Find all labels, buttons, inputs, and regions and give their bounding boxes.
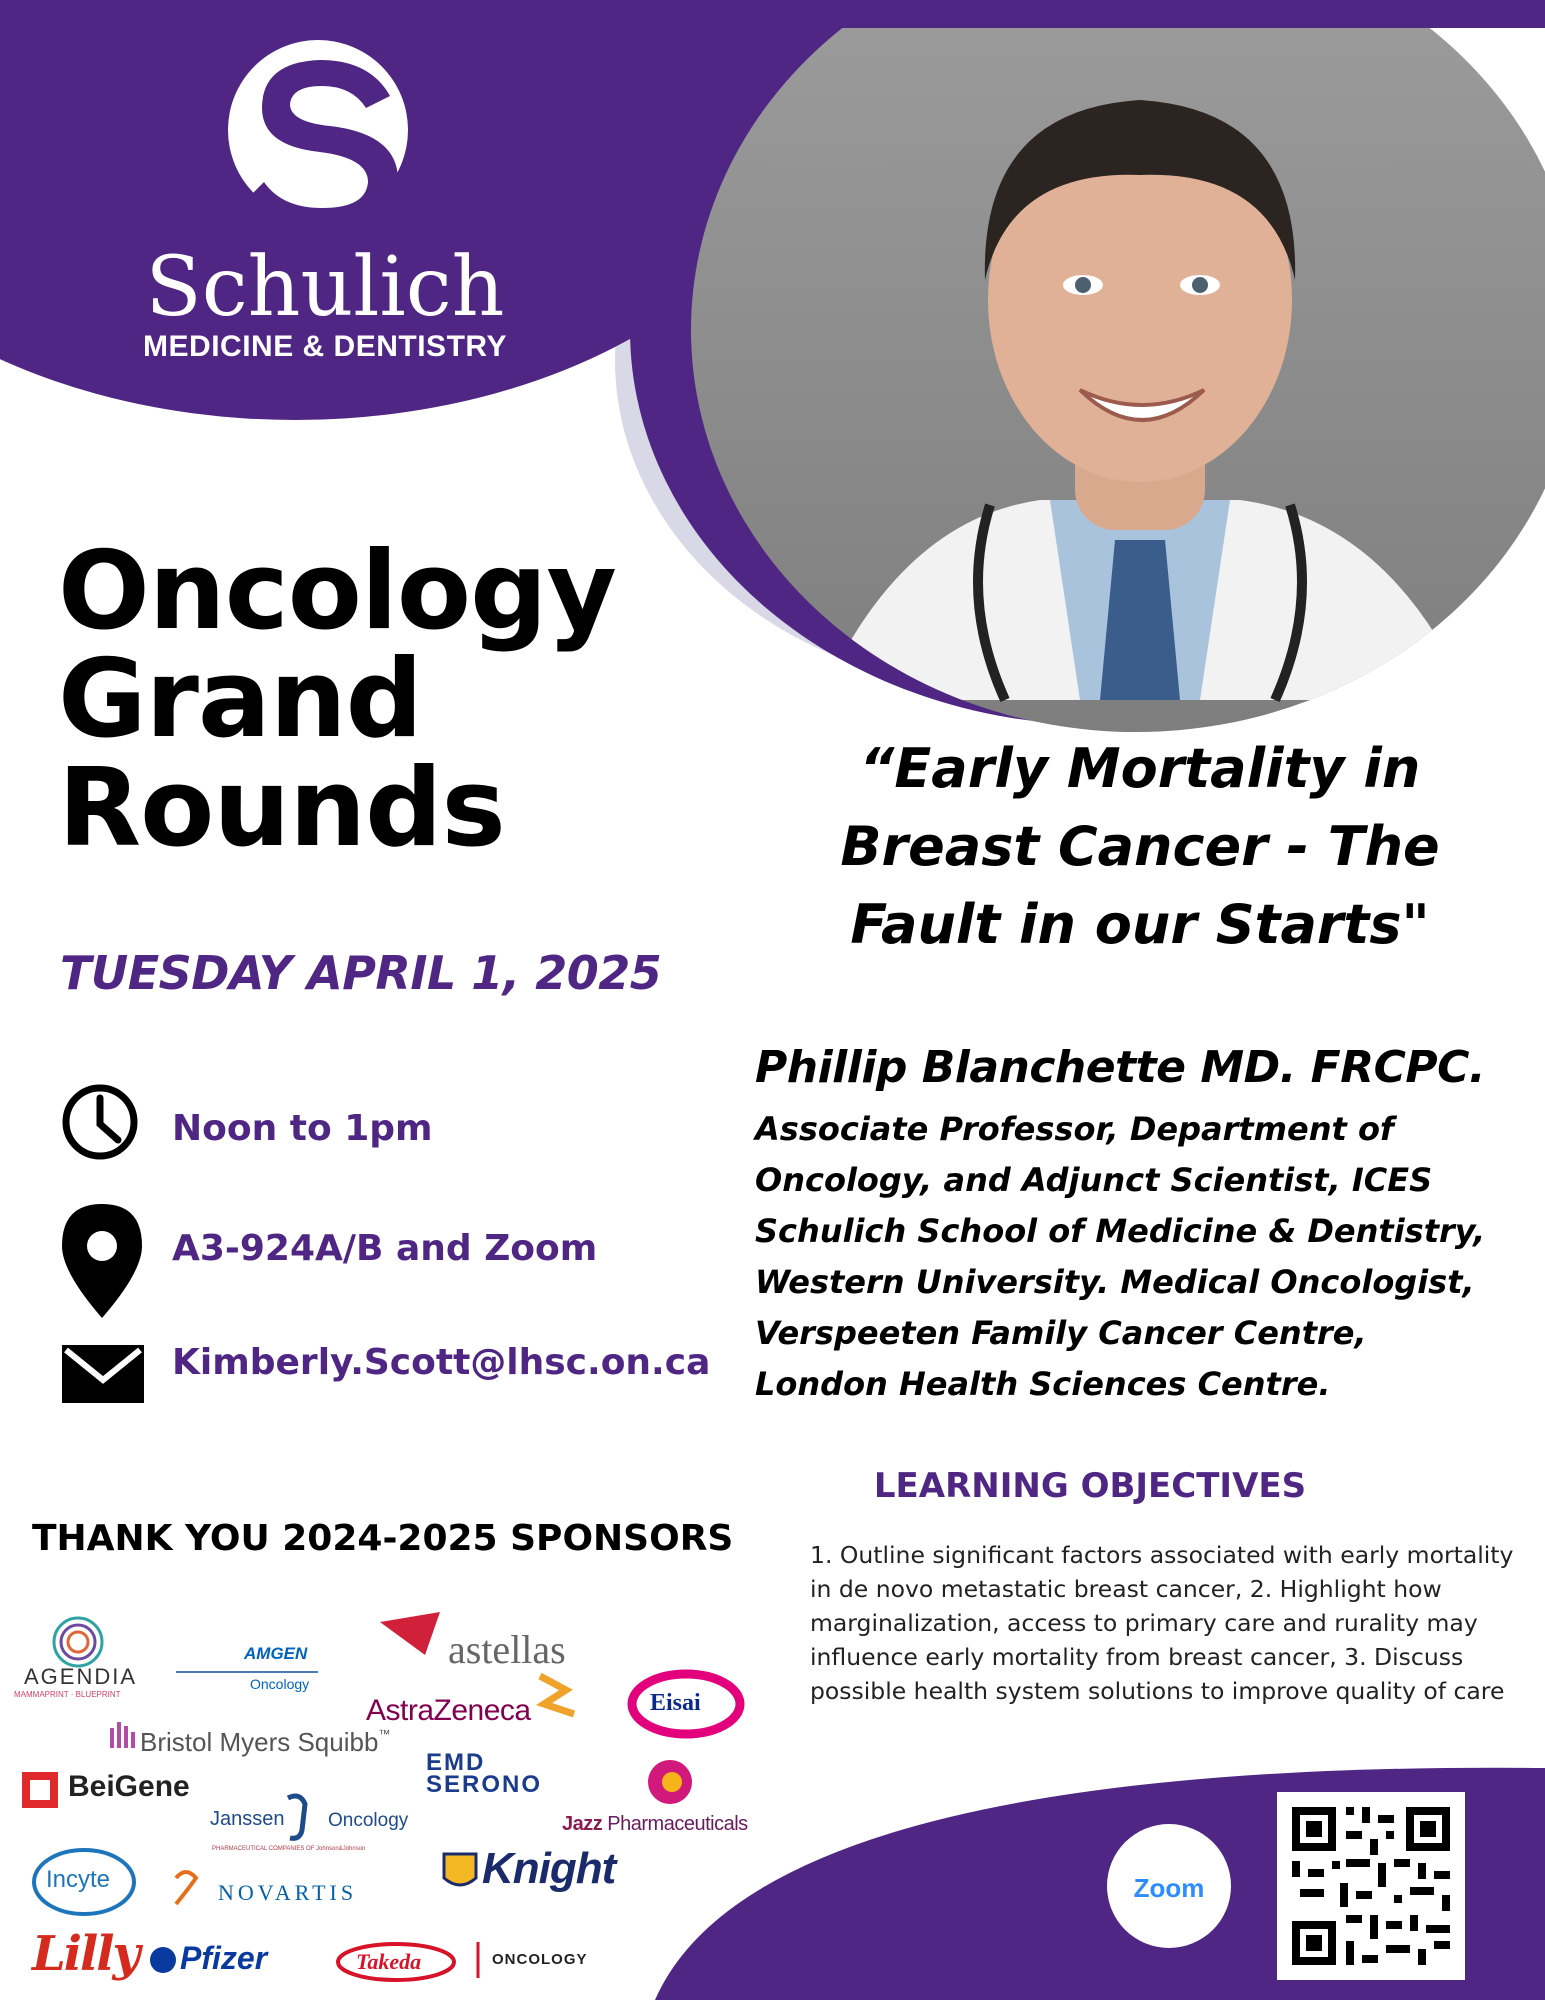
event-date: TUESDAY APRIL 1, 2025 [60, 946, 662, 1000]
event-location: A3-924A/B and Zoom [172, 1228, 598, 1269]
sponsor-janssen-sub: PHARMACEUTICAL COMPANIES OF Johnson&Johnson [212, 1846, 366, 1852]
location-pin-icon [62, 1204, 142, 1318]
emd-line-1: EMD [426, 1749, 486, 1776]
sponsor-amgen-sub: Oncology [250, 1676, 310, 1692]
title-line-3: Rounds [58, 746, 505, 871]
sponsor-pfizer: Pfizer [180, 1940, 268, 1976]
sponsor-takeda: Takeda [356, 1949, 422, 1974]
jazz-rest: Pharmaceuticals [602, 1813, 748, 1835]
sponsor-bms [140, 1727, 390, 1758]
sponsor-takeda-oncology: ONCOLOGY [492, 1951, 588, 1968]
sponsor-agendia-sub: MAMMAPRINT · BLUEPRINT [14, 1690, 121, 1699]
knight-shield-icon [444, 1854, 476, 1885]
logo-name: Schulich [145, 240, 505, 335]
bio-line: Verspeeten Family Cancer Centre, [755, 1314, 1367, 1352]
sponsor-jazz [562, 1813, 748, 1836]
bio-line: Western University. Medical Oncologist, [755, 1263, 1475, 1301]
bio-line: Associate Professor, Department of [755, 1110, 1394, 1148]
schulich-emblem-icon [228, 40, 408, 236]
sponsors-heading: THANK YOU 2024-2025 SPONSORS [32, 1518, 734, 1559]
sponsor-lilly: Lilly [32, 1926, 139, 1982]
bio-line: Oncology, and Adjunct Scientist, ICES [755, 1161, 1433, 1199]
bio-line: Schulich School of Medicine & Dentistry, [755, 1212, 1486, 1250]
talk-title: “Early Mortality in Breast Cancer - The Fault in our Starts" [840, 737, 1440, 956]
speaker-name: Phillip Blanchette MD. FRCPC. [755, 1042, 1486, 1093]
sponsor-astrazeneca: AstraZeneca [366, 1694, 531, 1727]
learning-objectives-heading: LEARNING OBJECTIVES [873, 1466, 1307, 1506]
sponsor-incyte: Incyte [46, 1866, 111, 1893]
clock-icon [66, 1088, 134, 1156]
sponsor-amgen: AMGEN [244, 1644, 308, 1663]
speaker-bio [755, 1104, 1535, 1410]
sponsor-janssen: Janssen [210, 1808, 285, 1830]
astellas-star-icon [380, 1612, 440, 1655]
learning-objectives-text: 1. Outline significant factors associated with early mortality in de novo metastatic breast cancer, 2. Highlight how marginalization, access to primary care and rurality may influence early mortality from breast cancer, 3. Discuss possible health system solutions to improve quality of care [810, 1541, 1514, 1705]
sponsor-eisai: Eisai [650, 1690, 701, 1716]
bms-icon [110, 1722, 135, 1748]
sponsor-novartis: NOVARTIS [218, 1880, 358, 1905]
sponsor-knight: Knight [482, 1844, 616, 1893]
sponsor-beigene: BeiGene [68, 1770, 190, 1803]
zoom-label: Zoom [1133, 1873, 1205, 1903]
sponsor-agendia: AGENDIA [24, 1664, 138, 1689]
title-line-1: Oncology [58, 529, 616, 654]
emd-line-2: SERONO [426, 1771, 543, 1798]
title-line-2: Grand [58, 637, 422, 762]
contact-email-link[interactable]: Kimberly.Scott@lhsc.on.ca [172, 1342, 711, 1383]
jazz-bold: Jazz [562, 1813, 603, 1835]
astrazeneca-mark-icon [540, 1676, 574, 1714]
logo-subtitle: MEDICINE & DENTISTRY [143, 330, 507, 363]
bio-line: London Health Sciences Centre. [755, 1365, 1331, 1403]
sponsor-janssen-oncology: Oncology [328, 1810, 409, 1831]
agendia-logo-icon [54, 1618, 102, 1666]
event-time: Noon to 1pm [172, 1108, 433, 1149]
sponsor-astellas: astellas [448, 1627, 566, 1672]
sponsor-emd-serono [426, 1749, 543, 1798]
mail-icon [62, 1345, 144, 1403]
janssen-mark-icon [288, 1796, 305, 1838]
bms-name: Bristol Myers Squibb [140, 1727, 379, 1757]
bms-trademark: ™ [378, 1727, 391, 1741]
pfizer-icon [150, 1947, 176, 1973]
novartis-icon [176, 1872, 196, 1904]
